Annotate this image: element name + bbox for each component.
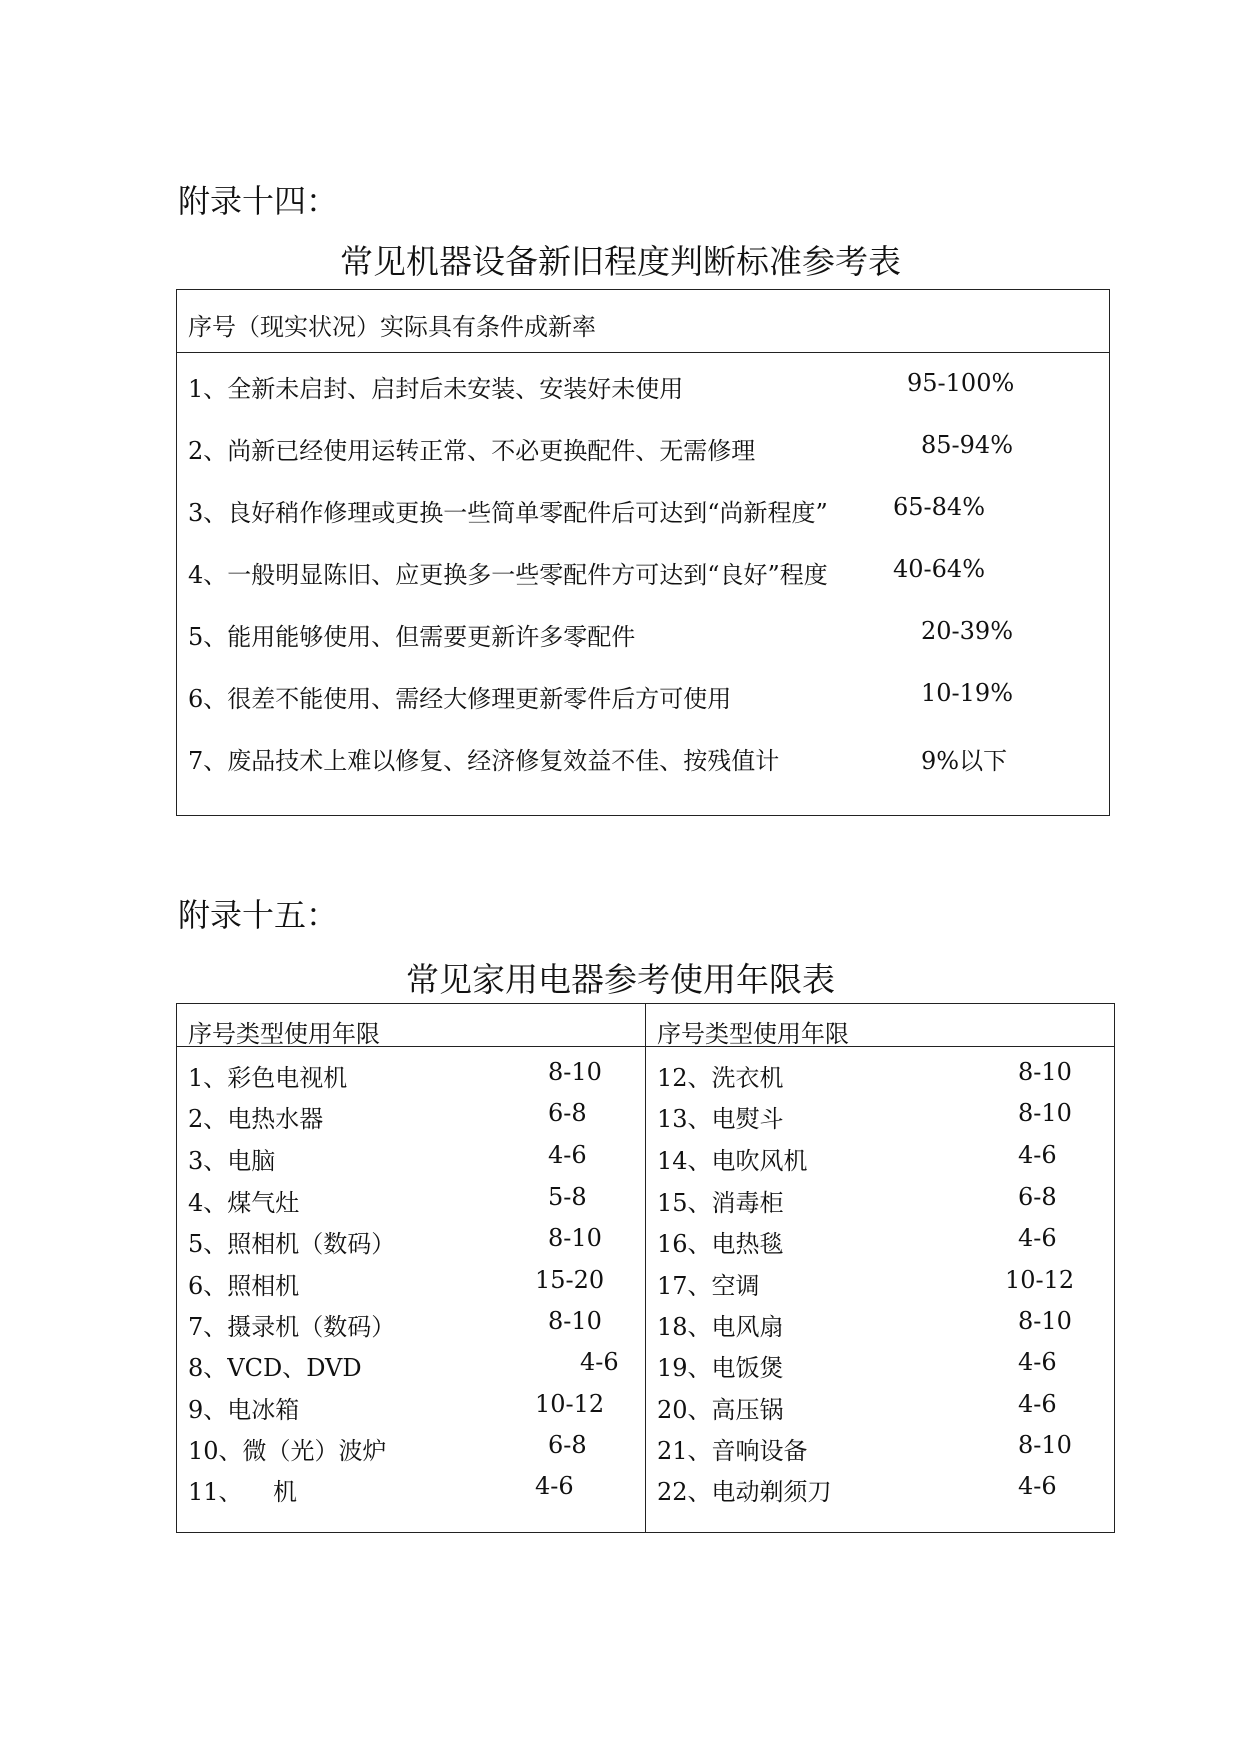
lifespan-right-row-years: 4-6: [1018, 1141, 1057, 1169]
lifespan-right-row-years: 8-10: [1018, 1058, 1072, 1086]
lifespan-right-row-label: 21、音响设备: [657, 1437, 808, 1465]
lifespan-right-row-label: 15、消毒柜: [657, 1189, 784, 1217]
lifespan-right-row-label: 12、洗衣机: [657, 1064, 784, 1092]
condition-row-rate: 10-19%: [921, 679, 1013, 707]
lifespan-left-row-label: 3、电脑: [188, 1147, 276, 1175]
appendix-14-title: 常见机器设备新旧程度判断标准参考表: [340, 242, 901, 281]
lifespan-left-row-label: 10、微（光）波炉: [188, 1437, 387, 1465]
lifespan-right-row-years: 4-6: [1018, 1390, 1057, 1418]
condition-row-rate: 9%以下: [921, 747, 1008, 775]
condition-table-header-divider: [176, 352, 1110, 353]
lifespan-right-row-label: 14、电吹风机: [657, 1147, 808, 1175]
lifespan-right-row-label: 20、高压锅: [657, 1396, 784, 1424]
lifespan-left-row-label: 6、照相机: [188, 1272, 300, 1300]
condition-row-rate: 20-39%: [921, 617, 1013, 645]
lifespan-left-row-years: 10-12: [535, 1390, 605, 1418]
condition-row-label: 1、全新未启封、启封后未安装、安装好未使用: [188, 375, 684, 403]
lifespan-right-row-label: 16、电热毯: [657, 1230, 784, 1258]
lifespan-table-column-divider: [645, 1003, 646, 1533]
condition-row-label: 2、尚新已经使用运转正常、不必更换配件、无需修理: [188, 437, 756, 465]
lifespan-left-row-years: 4-6: [548, 1141, 587, 1169]
lifespan-right-row-years: 8-10: [1018, 1431, 1072, 1459]
lifespan-left-row-years: 8-10: [548, 1058, 602, 1086]
condition-table-header: 序号（现实状况）实际具有条件成新率: [188, 313, 596, 341]
lifespan-left-row-label: 9、电冰箱: [188, 1396, 300, 1424]
lifespan-left-row-label: 11、 机: [188, 1478, 298, 1506]
lifespan-right-row-years: 10-12: [1005, 1266, 1075, 1294]
lifespan-left-row-years: 8-10: [548, 1307, 602, 1335]
lifespan-right-row-label: 13、电熨斗: [657, 1105, 784, 1133]
lifespan-left-row-years: 15-20: [535, 1266, 605, 1294]
appendix-15-heading: 附录十五：: [178, 896, 339, 934]
condition-row-rate: 40-64%: [893, 555, 985, 583]
condition-row-label: 5、能用能够使用、但需要更新许多零配件: [188, 623, 636, 651]
lifespan-right-row-label: 18、电风扇: [657, 1313, 784, 1341]
condition-row-label: 3、良好稍作修理或更换一些简单零配件后可达到“尚新程度”: [188, 499, 828, 527]
lifespan-left-row-label: 8、VCD、DVD: [188, 1354, 362, 1382]
lifespan-left-row-label: 5、照相机（数码）: [188, 1230, 396, 1258]
lifespan-left-row-years: 4-6: [535, 1472, 574, 1500]
lifespan-left-row-label: 1、彩色电视机: [188, 1064, 348, 1092]
condition-row-rate: 95-100%: [907, 369, 1015, 397]
lifespan-left-row-label: 2、电热水器: [188, 1105, 324, 1133]
appendix-15-title: 常见家用电器参考使用年限表: [406, 960, 835, 999]
lifespan-right-row-years: 4-6: [1018, 1348, 1057, 1376]
condition-row-rate: 65-84%: [893, 493, 985, 521]
lifespan-right-row-years: 8-10: [1018, 1099, 1072, 1127]
lifespan-left-row-years: 4-6: [580, 1348, 619, 1376]
lifespan-right-row-years: 8-10: [1018, 1307, 1072, 1335]
lifespan-left-row-years: 8-10: [548, 1224, 602, 1252]
lifespan-left-row-years: 6-8: [548, 1099, 587, 1127]
condition-row-label: 6、很差不能使用、需经大修理更新零件后方可使用: [188, 685, 732, 713]
lifespan-right-row-label: 22、电动剃须刀: [657, 1478, 832, 1506]
condition-row-label: 4、一般明显陈旧、应更换多一些零配件方可达到“良好”程度: [188, 561, 828, 589]
lifespan-right-row-years: 4-6: [1018, 1472, 1057, 1500]
condition-row-label: 7、废品技术上难以修复、经济修复效益不佳、按残值计: [188, 747, 780, 775]
lifespan-right-row-years: 6-8: [1018, 1183, 1057, 1211]
lifespan-left-header: 序号类型使用年限: [188, 1020, 380, 1048]
lifespan-right-row-label: 19、电饭煲: [657, 1354, 784, 1382]
lifespan-right-row-label: 17、空调: [657, 1272, 760, 1300]
lifespan-left-row-years: 6-8: [548, 1431, 587, 1459]
lifespan-left-row-label: 4、煤气灶: [188, 1189, 300, 1217]
lifespan-left-row-label: 7、摄录机（数码）: [188, 1313, 396, 1341]
lifespan-right-row-years: 4-6: [1018, 1224, 1057, 1252]
lifespan-left-row-years: 5-8: [548, 1183, 587, 1211]
appendix-14-heading: 附录十四：: [178, 182, 339, 220]
lifespan-right-header: 序号类型使用年限: [657, 1020, 849, 1048]
condition-row-rate: 85-94%: [921, 431, 1013, 459]
